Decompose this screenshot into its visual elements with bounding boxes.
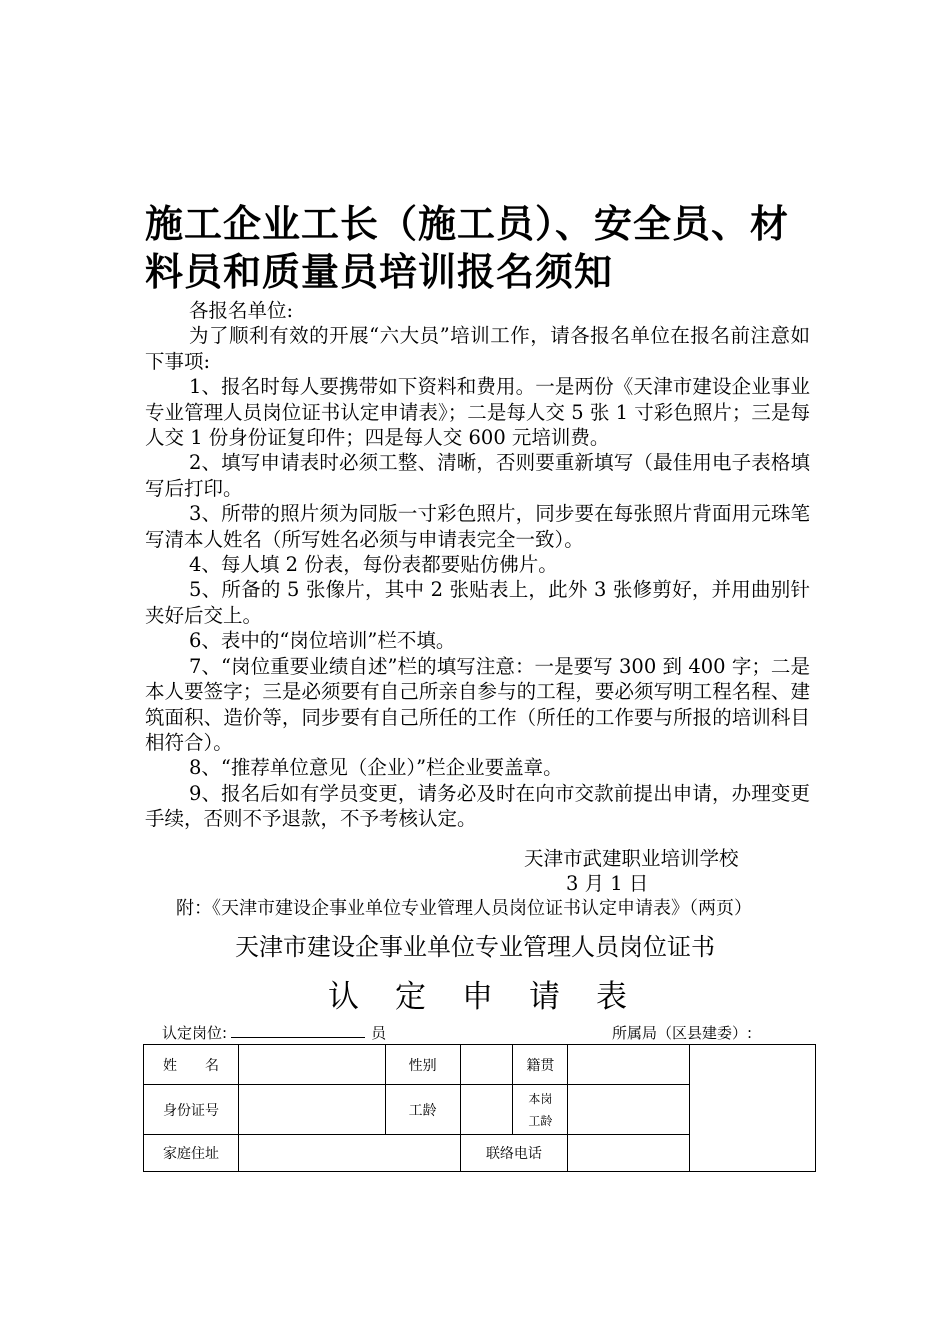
photo-box[interactable] bbox=[690, 1045, 816, 1172]
cell-gender[interactable] bbox=[460, 1045, 513, 1085]
notice-item-3: 3、所带的照片须为同版一寸彩色照片，同步要在每张照片背面用元珠笔写清本人姓名（所写姓名必须与申请表完全一致）。 bbox=[145, 502, 810, 551]
form-title-line2: 认定申请表 bbox=[328, 979, 663, 1015]
signature-school: 天津市武建职业培训学校 bbox=[524, 847, 739, 870]
signature-date: 3 月 1 日 bbox=[566, 872, 649, 895]
label-address: 家庭住址 bbox=[144, 1135, 239, 1172]
cell-native-place[interactable] bbox=[568, 1045, 690, 1085]
notice-item-6: 6、表中的“岗位培训”栏不填。 bbox=[189, 629, 456, 653]
application-form-table bbox=[143, 1044, 816, 1172]
label-gender: 性别 bbox=[385, 1045, 460, 1085]
label-name: 姓 名 bbox=[144, 1045, 239, 1085]
notice-item-7: 7、“岗位重要业绩自述”栏的填写注意：一是要写 300 到 400 字；二是本人要签字；三是必须要有自己所亲自参与的工程，要必须写明工程名程、建筑面积、造价等，同步要有自己所任的工作（所任的工作要与所报的培训科目相符合）。 bbox=[145, 654, 810, 754]
bureau-label: 所属局（区县建委）: bbox=[612, 1024, 753, 1042]
post-suffix: 员 bbox=[371, 1024, 387, 1042]
form-title-line1: 天津市建设企事业单位专业管理人员岗位证书 bbox=[235, 933, 715, 961]
attachment-note: 附：《天津市建设企事业单位专业管理人员岗位证书认定申请表》（两页） bbox=[176, 898, 752, 919]
post-field bbox=[162, 1022, 386, 1044]
label-phone: 联络电话 bbox=[460, 1135, 568, 1172]
label-work-years: 工龄 bbox=[385, 1085, 460, 1135]
notice-item-8: 8、“推荐单位意见（企业）”栏企业要盖章。 bbox=[189, 756, 563, 780]
cell-id-number[interactable] bbox=[238, 1085, 385, 1135]
cell-post-years[interactable] bbox=[568, 1085, 690, 1135]
cell-phone[interactable] bbox=[568, 1135, 690, 1172]
label-native-place: 籍贯 bbox=[513, 1045, 568, 1085]
notice-item-4: 4、每人填 2 份表，每份表都要贴仿佛片。 bbox=[189, 553, 558, 577]
notice-body bbox=[145, 298, 810, 832]
notice-item-2: 2、填写申请表时必须工整、清晰，否则要重新填写（最佳用电子表格填写后打印。 bbox=[145, 451, 810, 500]
notice-item-9: 9、报名后如有学员变更，请务必及时在向市交款前提出申请，办理变更手续，否则不予退款，不予考核认定。 bbox=[145, 781, 810, 831]
post-blank[interactable] bbox=[231, 1023, 365, 1038]
salutation: 各报名单位: bbox=[189, 299, 294, 322]
bureau-field bbox=[612, 1022, 752, 1044]
notice-item-5: 5、所备的 5 张像片，其中 2 张贴表上，此外 3 张修剪好，并用曲别针夹好后交上。 bbox=[145, 578, 810, 627]
label-post-years: 本岗 工龄 bbox=[513, 1085, 568, 1135]
cell-name[interactable] bbox=[238, 1045, 385, 1085]
notice-item-1: 1、报名时每人要携带如下资料和费用。一是两份《天津市建设企业事业专业管理人员岗位证书认定申请表》；二是每人交 5 张 1 寸彩色照片；三是每人交 1 份身份证复印件；四是每人交 600 元培训费。 bbox=[145, 375, 810, 450]
notice-title: 施工企业工长（施工员）、安全员、材料员和质量员培训报名须知 bbox=[145, 202, 790, 294]
label-id-number: 身份证号 bbox=[144, 1085, 239, 1135]
cell-address[interactable] bbox=[238, 1135, 460, 1172]
post-label: 认定岗位: bbox=[162, 1024, 228, 1042]
cell-work-years[interactable] bbox=[460, 1085, 513, 1135]
intro-paragraph: 为了顺利有效的开展“六大员”培训工作，请各报名单位在报名前注意如下事项: bbox=[145, 324, 810, 373]
